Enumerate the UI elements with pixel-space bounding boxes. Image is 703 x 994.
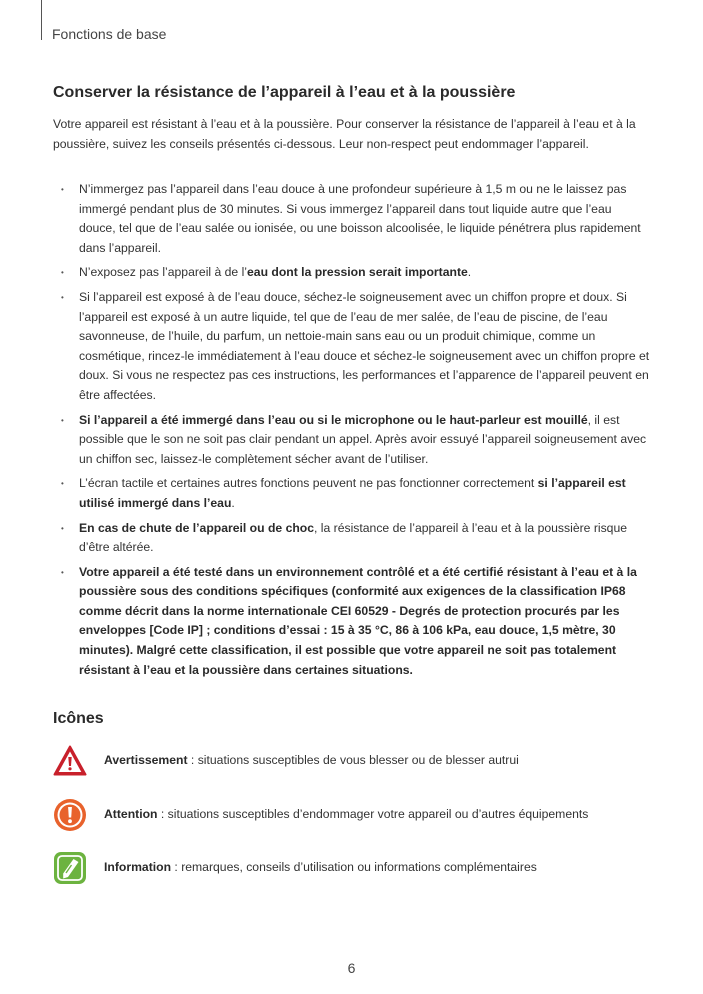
icons-section-title: Icônes — [53, 710, 104, 727]
bullet-text: Si l’appareil est exposé à de l’eau douce, séchez-le soigneusement avec un chiffon propre et doux. Si l’appareil est exposé à un autre liquide, tel que de l’eau de mer salée, de l’eau de piscine, de l’eau savonneuse, de l’huile, du parfum, un nettoie-main sans eau ou un produit chimique, comme un cosmétique, rincez-le immédiatement à l’eau douce et séchez-le soigneusement avec un chiffon propre et doux. Si vous ne respectez pas ces instructions, les performances et l’apparence de l’appareil peuvent en être affectées. — [79, 289, 650, 402]
bullet-text: . — [467, 265, 472, 280]
icon-legend-desc: : situations susceptibles d’endommager votre appareil ou d’autres équipements — [157, 807, 589, 821]
list-item — [53, 519, 650, 558]
section-header: Fonctions de base — [52, 26, 167, 42]
bullet-text: . — [231, 495, 235, 510]
page-title: Conserver la résistance de l’appareil à l’eau et à la poussière — [53, 84, 516, 101]
bullet-text: N’immergez pas l’appareil dans l’eau douce à une profondeur supérieure à 1,5 m ou ne le laissez pas immergé pendant plus de 30 minutes. Si vous immergez l’appareil dans tout liquide autre que l’eau douce, tel que de l’eau salée ou ionisée, ou une boisson alcoolisée, le liquide pénétrera plus rapidement dans l’appareil. — [79, 182, 641, 255]
information-pen-icon — [53, 851, 87, 885]
header-rule — [41, 0, 42, 40]
bullet-text: L’écran tactile et certaines autres fonctions peuvent ne pas fonctionner correctement — [79, 476, 538, 491]
icon-legend-caution — [53, 798, 673, 832]
icon-legend-desc: : remarques, conseils d’utilisation ou informations complémentaires — [171, 860, 537, 874]
page-number: 6 — [347, 960, 356, 976]
warning-triangle-icon — [53, 744, 87, 778]
bullet-bold-text: Si l’appareil a été immergé dans l’eau ou si le microphone ou le haut-parleur est mouillé — [79, 412, 588, 427]
intro-paragraph: Votre appareil est résistant à l’eau et à la poussière. Pour conserver la résistance de l’appareil à l’eau et à la poussière, suivez les conseils présentés ci-dessous. Leur non-respect peut endommager l’appareil. — [53, 117, 636, 152]
icon-legend-warning — [53, 744, 673, 778]
icon-legend-information — [53, 851, 673, 885]
bullet-text: N’exposez pas l’appareil à de l’ — [79, 265, 248, 280]
icon-legend-label: Information — [104, 860, 172, 874]
icon-legend-text — [104, 753, 519, 767]
icon-legend-label: Attention — [104, 807, 158, 821]
icon-legend-desc: : situations susceptibles de vous blesser ou de blesser autrui — [187, 753, 519, 767]
list-item — [53, 263, 650, 283]
icon-legend-text — [104, 860, 537, 874]
bullet-bold-text: si l’appareil est utilisé immergé dans l’eau — [79, 476, 626, 510]
precaution-list — [53, 180, 650, 685]
bullet-bold-text: En cas de chute de l’appareil ou de choc — [79, 520, 315, 535]
list-item — [53, 288, 650, 406]
list-item — [53, 411, 650, 470]
bullet-text: , la résistance de l’appareil à l’eau et à la poussière risque d’être altérée. — [79, 520, 628, 555]
bullet-text: , il est possible que le son ne soit pas clair pendant un appel. Après avoir essuyé l’appareil soigneusement avec un chiffon sec, laissez-le complètement sécher avant de l’utiliser. — [79, 412, 647, 466]
list-item — [53, 180, 650, 258]
list-item — [53, 474, 650, 513]
caution-exclamation-icon — [53, 798, 87, 832]
list-item — [53, 563, 650, 681]
bullet-bold-text: Votre appareil a été testé dans un environnement contrôlé et a été certifié résistant à l’eau et à la poussière sous des conditions spécifiques (conformité aux exigences de la classification IP68 comme décrit dans la norme internationale CEI 60529 - Degrés de protection procurés par les enveloppes [Code IP] ; conditions d’essai : 15 à 35 °C, 86 à 106 kPa, eau douce, 1,5 mètre, 30 minutes). Malgré cette classification, il est possible que votre appareil ne soit pas totalement résistant à l’eau et la poussière dans certaines situations. — [79, 564, 637, 677]
bullet-bold-text: eau dont la pression serait importante — [247, 265, 468, 280]
icon-legend-label: Avertissement — [104, 753, 188, 767]
icon-legend-text — [104, 807, 588, 821]
